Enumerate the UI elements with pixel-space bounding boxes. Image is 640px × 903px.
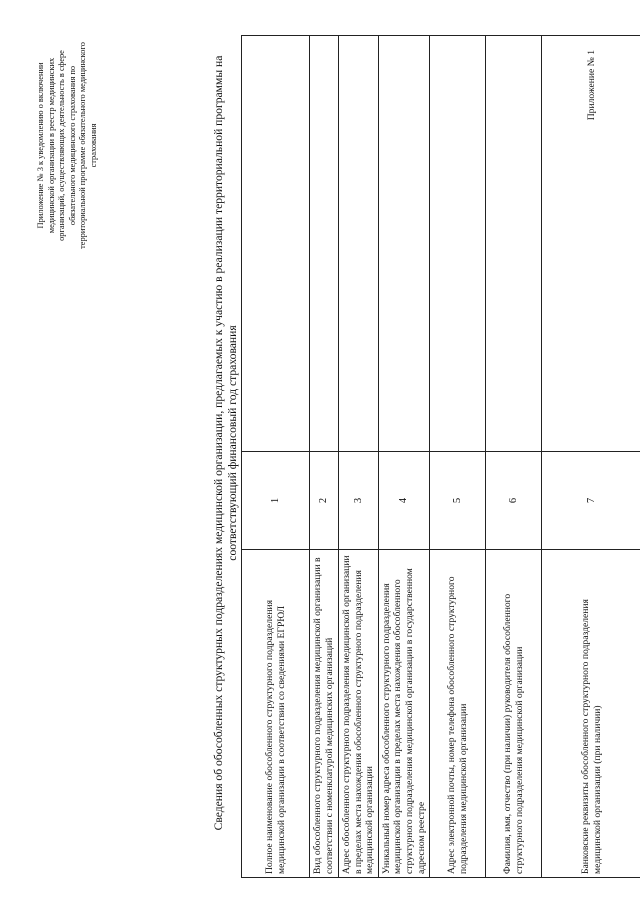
field-label: Полное наименование обособленного структурного подразделения медицинской организации в соответствии со сведениями ЕГРЮЛ [242, 550, 310, 878]
row-number: 5 [430, 452, 486, 550]
row-number: 7 [542, 452, 640, 550]
field-label: Фамилия, имя, отчество (при наличии) руководителя обособленного структурного подразделения медицинской организации [486, 550, 542, 878]
field-value: Приложение № 1 [542, 36, 640, 452]
table-row [339, 36, 379, 878]
table-row [242, 36, 310, 878]
table-row [310, 36, 339, 878]
field-value [310, 36, 339, 452]
fields-table [241, 35, 640, 878]
table-row [486, 36, 542, 878]
field-label: Адрес электронной почты, номер телефона обособленного структурного подразделения медицинской организации [430, 550, 486, 878]
row-number: 6 [486, 452, 542, 550]
row-number: 4 [378, 452, 429, 550]
field-label: Уникальный номер адреса обособленного структурного подразделения медицинской организации в пределах места нахождения обособленного структурного подразделения медицинской организации в государственном адресном реестре [378, 550, 429, 878]
table-row [430, 36, 486, 878]
table-row [542, 36, 640, 878]
field-label: Банковские реквизиты обособленного структурного подразделения медицинской организации (при наличии) [542, 550, 640, 878]
field-value [339, 36, 379, 452]
field-value [430, 36, 486, 452]
field-label: Адрес обособленного структурного подразделения медицинской организации в пределах места нахождения обособленного структурного подразделения медицинской организации [339, 550, 379, 878]
row-number: 3 [339, 452, 379, 550]
field-label: Вид обособленного структурного подразделения медицинской организации в соответствии с номенклатурой медицинских организаций [310, 550, 339, 878]
field-value [378, 36, 429, 452]
appendix-note: Приложение № 3 к уведомлению о включении медицинской организации в реестр медицинских организаций, осуществляющих деятельность в сфере обязательного медицинского страхования по территориальной программе обязательного медицинского страхования [36, 42, 98, 249]
document-title: Сведения об обособленных структурных подразделениях медицинской организации, предлагаемых к участию в реализации территориальной программы на соответствующий финансовый год страхования [212, 55, 239, 831]
row-number: 1 [242, 452, 310, 550]
row-number: 2 [310, 452, 339, 550]
field-value [486, 36, 542, 452]
field-value [242, 36, 310, 452]
table-row [378, 36, 429, 878]
